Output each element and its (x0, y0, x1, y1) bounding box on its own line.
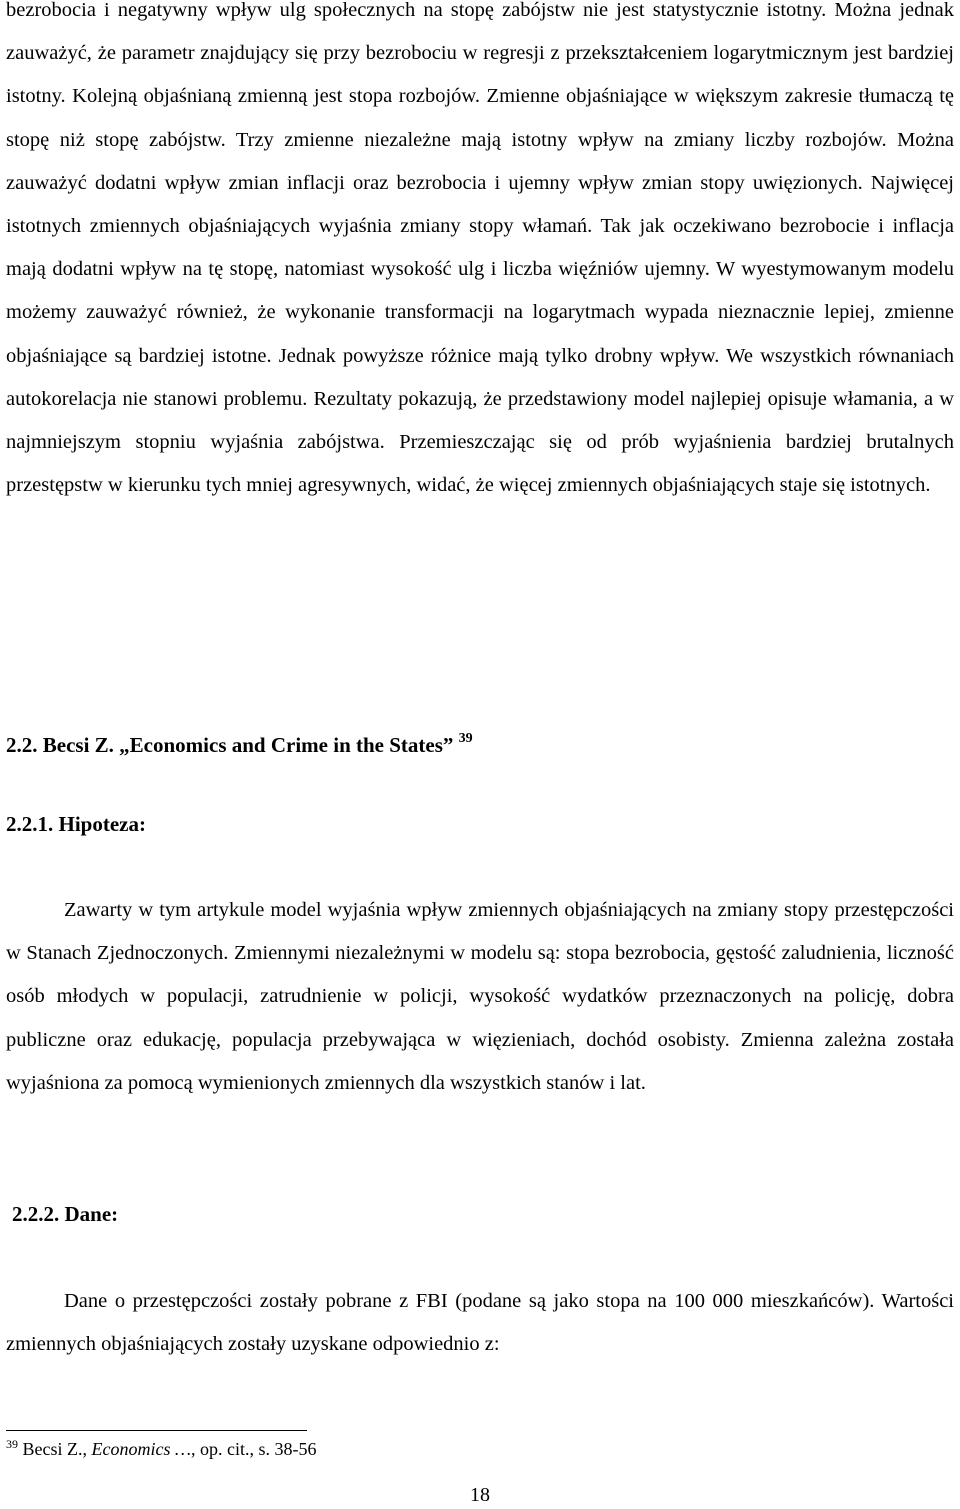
footnote-title: Economics … (91, 1439, 191, 1459)
footnote-separator (6, 1430, 307, 1431)
footnote-rest: , op. cit., s. 38-56 (190, 1439, 317, 1459)
section-heading-text: 2.2. Becsi Z. „Economics and Crime in the States” (6, 733, 454, 757)
footnote-reference[interactable]: 39 (458, 731, 473, 746)
footnote-number: 39 (6, 1437, 18, 1451)
subheading-data: 2.2.2. Dane: (12, 1202, 119, 1226)
footnote (6, 1438, 316, 1462)
paragraph-intro: bezrobocia i negatywny wpływ ulg społecznych na stopę zabójstw nie jest statystycznie istotny. Można jednak zauważyć, że parametr znajdujący się przy bezrobociu w regresji z przekształceniem logarytmicznym jest bardziej istotny. Kolejną objaśnianą zmienną jest stopa rozbojów. Zmienne objaśniające w większym zakresie tłumaczą tę stopę niż stopę zabójstw. Trzy zmienne niezależne mają istotny wpływ na zmiany liczby rozbojów. Można zauważyć dodatni wpływ zmian inflacji oraz bezrobocia i ujemny wpływ zmian stopy uwięzionych. Najwięcej istotnych zmiennych objaśniających wyjaśnia zmiany stopy włamań. Tak jak oczekiwano bezrobocie i inflacja mają dodatni wpływ na tę stopę, natomiast wysokość ulg i liczba więźniów ujemny. W wyestymowanym modelu możemy zauważyć również, że wykonanie transformacji na logarytmach wypada nieznacznie lepiej, zmienne objaśniające są bardziej istotne. Jednak powyższe różnice mają tylko drobny wpływ. We wszystkich równaniach autokorelacja nie stanowi problemu. Rezultaty pokazują, że przedstawiony model najlepiej opisuje włamania, a w najmniejszym stopniu wyjaśnia zabójstwa. Przemieszczając się od prób wyjaśnienia bardziej brutalnych przestępstw w kierunku tych mniej agresywnych, widać, że więcej zmiennych objaśniających staje się istotnych. (6, 0, 954, 497)
paragraph-hypothesis: Zawarty w tym artykule model wyjaśnia wpływ zmiennych objaśniających na zmiany stopy przestępczości w Stanach Zjednoczonych. Zmiennymi niezależnymi w modelu są: stopa bezrobocia, gęstość zaludnienia, liczność osób młodych w populacji, zatrudnienie w policji, wysokość wydatków przeznaczonych na policję, dobra publiczne oraz edukację, populacja przebywająca w więzieniach, dochód osobisty. Zmienna zależna została wyjaśniona za pomocą wymienionych zmiennych dla wszystkich stanów i lat. (6, 899, 954, 1094)
footnote-author: Becsi Z., (22, 1439, 92, 1459)
paragraph-data: Dane o przestępczości zostały pobrane z FBI (podane są jako stopa na 100 000 mieszkańców). Wartości zmiennych objaśniających zostały uzyskane odpowiednio z: (6, 1290, 954, 1356)
section-heading (6, 733, 473, 758)
subheading-hypothesis: 2.2.1. Hipoteza: (6, 812, 146, 836)
page-number: 18 (470, 1484, 490, 1506)
